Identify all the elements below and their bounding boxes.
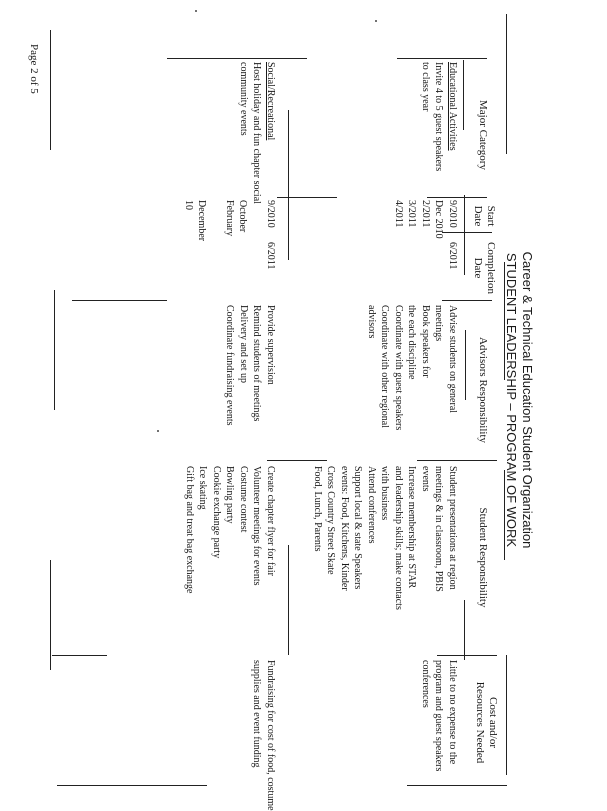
category-line: Invite 4 to 5 guest speakers [433, 62, 445, 172]
start-date: 4/2011 [393, 200, 404, 228]
header-rule [464, 195, 465, 275]
category-label: Social/Recreational [265, 62, 276, 141]
column-rule [277, 197, 337, 198]
section-category-cell [419, 62, 460, 171]
start-date: 3/2011 [406, 200, 418, 228]
column-rule [427, 197, 487, 198]
completion-date-cell [446, 242, 460, 269]
start-date-cell [392, 200, 460, 239]
table-left-rule [397, 58, 487, 59]
header-rule [464, 600, 465, 660]
cost-cell: Fundraising for cost of food, costume supplies and event funding [251, 660, 276, 811]
table-bottom-rule [50, 560, 51, 670]
start-date: 2/2011 [420, 200, 431, 228]
section-category-cell [237, 62, 278, 204]
header-rule [463, 60, 464, 130]
table-left-rule [167, 58, 307, 59]
header-rule [465, 330, 466, 400]
scan-speck [375, 20, 377, 22]
column-rule [437, 655, 497, 656]
table-right-rule [57, 785, 207, 786]
table-right-rule [407, 785, 507, 786]
completion-date-cell [264, 242, 278, 269]
section-divider [288, 545, 289, 655]
start-date: December [196, 200, 208, 242]
scan-speck [195, 10, 197, 12]
column-rule [72, 300, 167, 301]
header-completion-date: Completion Date [472, 242, 497, 294]
category-line: community events [238, 62, 249, 136]
advisors-cell: Advise students on general meetings Book speakers for the each discipline Coordinate with guest speakers Coordinate with other regional advisors [366, 305, 458, 431]
start-date: 10 [183, 200, 194, 210]
category-label: Educational Activities [447, 62, 458, 151]
category-line: Host holiday and fun chapter social [251, 62, 263, 204]
table-bottom-rule [54, 290, 55, 410]
students-cell: Student presentations at region meetings & in classroom, PBIS events Increase membership at STAR and leadership skills; make contacts with business Attend conferences Support local & state Speakers events: Food, Kitchens, Kinder Cross Country Street Skate Food, Lunch, Parents [312, 466, 458, 610]
start-date: February [224, 200, 235, 237]
column-rule [52, 655, 107, 656]
table-top-rule [506, 14, 507, 154]
header-start-date: Start Date [472, 205, 497, 227]
table-top-rule [504, 470, 505, 560]
header-major-category: Major Category [477, 100, 489, 170]
section-divider [288, 110, 289, 260]
start-date: 9/2010 [447, 200, 458, 228]
start-date: 9/2010 [265, 200, 276, 228]
column-rule [417, 460, 497, 461]
document-subtitle: STUDENT LEADERSHIP – PROGRAM OF WORK [504, 252, 519, 548]
start-date: Dec 2010 [433, 200, 445, 239]
document-title: Career & Technical Education Student Organization [520, 251, 535, 549]
header-cost-resources: Cost and/or Resources Needed [474, 681, 499, 764]
start-date-cell [182, 200, 278, 241]
column-rule [442, 300, 492, 301]
column-rule [267, 460, 327, 461]
completion-date: 6/2011 [447, 242, 458, 270]
table-top-rule [504, 262, 505, 380]
page-number: Page 2 of 5 [28, 44, 40, 94]
completion-date: 6/2011 [265, 242, 276, 270]
header-student-responsibility: Student Responsibility [477, 507, 489, 608]
students-cell: Create chapter flyer for fair Volunteer meetings for events Costume contest Bowling party Cookie exchange party Ice skating Gift bag and treat bag exchange [184, 466, 276, 594]
table-top-rule [506, 655, 507, 775]
category-line: to class year [420, 62, 431, 112]
scan-speck [157, 430, 159, 432]
cost-cell: Little to no expense to the program and guest speakers conferences [420, 660, 458, 772]
header-advisors-responsibility: Advisors Responsibility [477, 336, 489, 444]
advisors-cell: Provide supervision Remind students of meetings Delivery and set up Coordinate fundraising events [224, 305, 276, 426]
table-bottom-rule [50, 30, 51, 150]
start-date: October [237, 200, 249, 233]
